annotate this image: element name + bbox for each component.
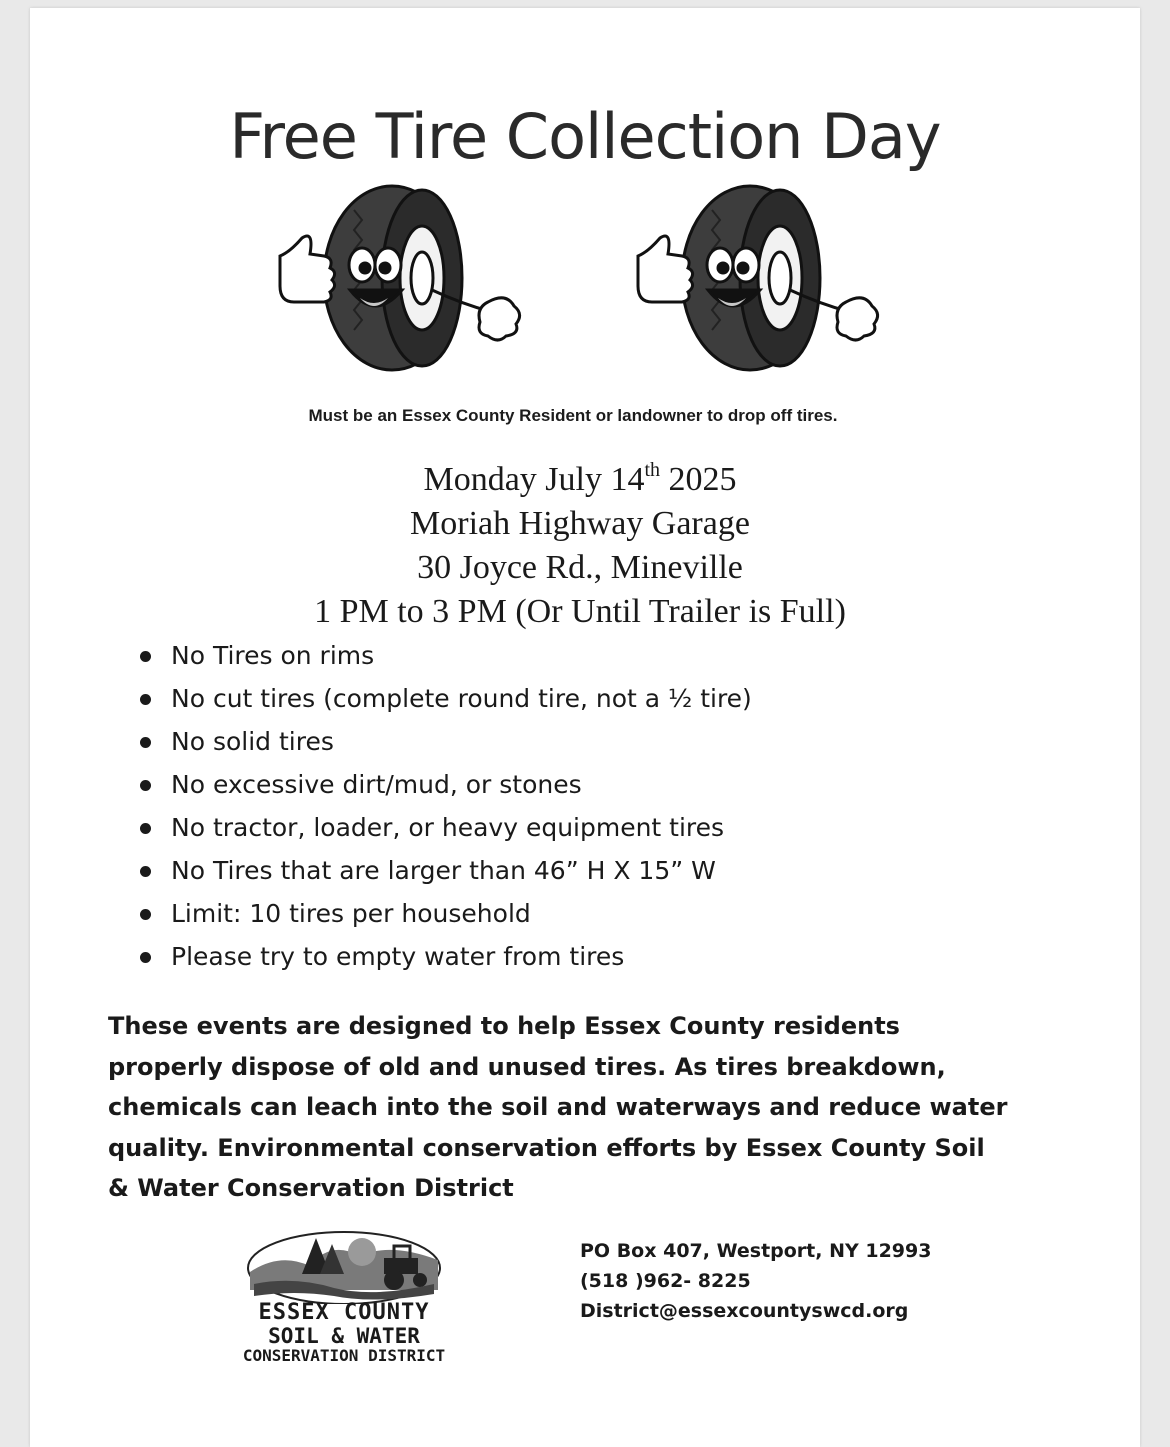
list-item: Limit: 10 tires per household bbox=[138, 892, 752, 935]
logo-line-3: CONSERVATION DISTRICT bbox=[242, 1346, 446, 1365]
contact-block bbox=[580, 1236, 931, 1326]
event-time: 1 PM to 3 PM (Or Until Trailer is Full) bbox=[314, 593, 846, 630]
list-item: No solid tires bbox=[138, 720, 752, 763]
logo-line-1: ESSEX COUNTY bbox=[258, 1300, 430, 1325]
logo-landscape-icon bbox=[244, 1228, 444, 1304]
contact-email: District@essexcountyswcd.org bbox=[580, 1300, 909, 1322]
cartoon-tire-left-icon bbox=[262, 180, 532, 380]
event-details bbox=[0, 458, 1160, 634]
logo-line-2: SOIL & WATER bbox=[268, 1324, 420, 1348]
event-address: 30 Joyce Rd., Mineville bbox=[417, 549, 743, 586]
essex-county-swcd-logo bbox=[228, 1228, 460, 1368]
list-item: No Tires on rims bbox=[138, 634, 752, 677]
event-location: Moriah Highway Garage bbox=[410, 505, 750, 542]
event-date: Monday July 14th 2025 bbox=[423, 459, 737, 498]
contact-address: PO Box 407, Westport, NY 12993 bbox=[580, 1240, 932, 1262]
list-item: Please try to empty water from tires bbox=[138, 935, 752, 978]
residency-notice: Must be an Essex County Resident or landowner to drop off tires. bbox=[308, 406, 838, 425]
list-item: No tractor, loader, or heavy equipment tires bbox=[138, 806, 752, 849]
rules-list bbox=[138, 634, 752, 978]
description-paragraph: These events are designed to help Essex County residents properly dispose of old and unused tires. As tires breakdown, chemicals can leach into the soil and waterways and reduce water quality. Environmental conservation efforts by Essex County Soil & Water Conservation District bbox=[108, 1012, 1008, 1202]
list-item: No cut tires (complete round tire, not a ½ tire) bbox=[138, 677, 752, 720]
flyer-title: Free Tire Collection Day bbox=[229, 100, 941, 173]
cartoon-tire-right-icon bbox=[620, 180, 890, 380]
contact-phone: (518 )962- 8225 bbox=[580, 1270, 751, 1292]
list-item: No Tires that are larger than 46” H X 15” W bbox=[138, 849, 752, 892]
list-item: No excessive dirt/mud, or stones bbox=[138, 763, 752, 806]
